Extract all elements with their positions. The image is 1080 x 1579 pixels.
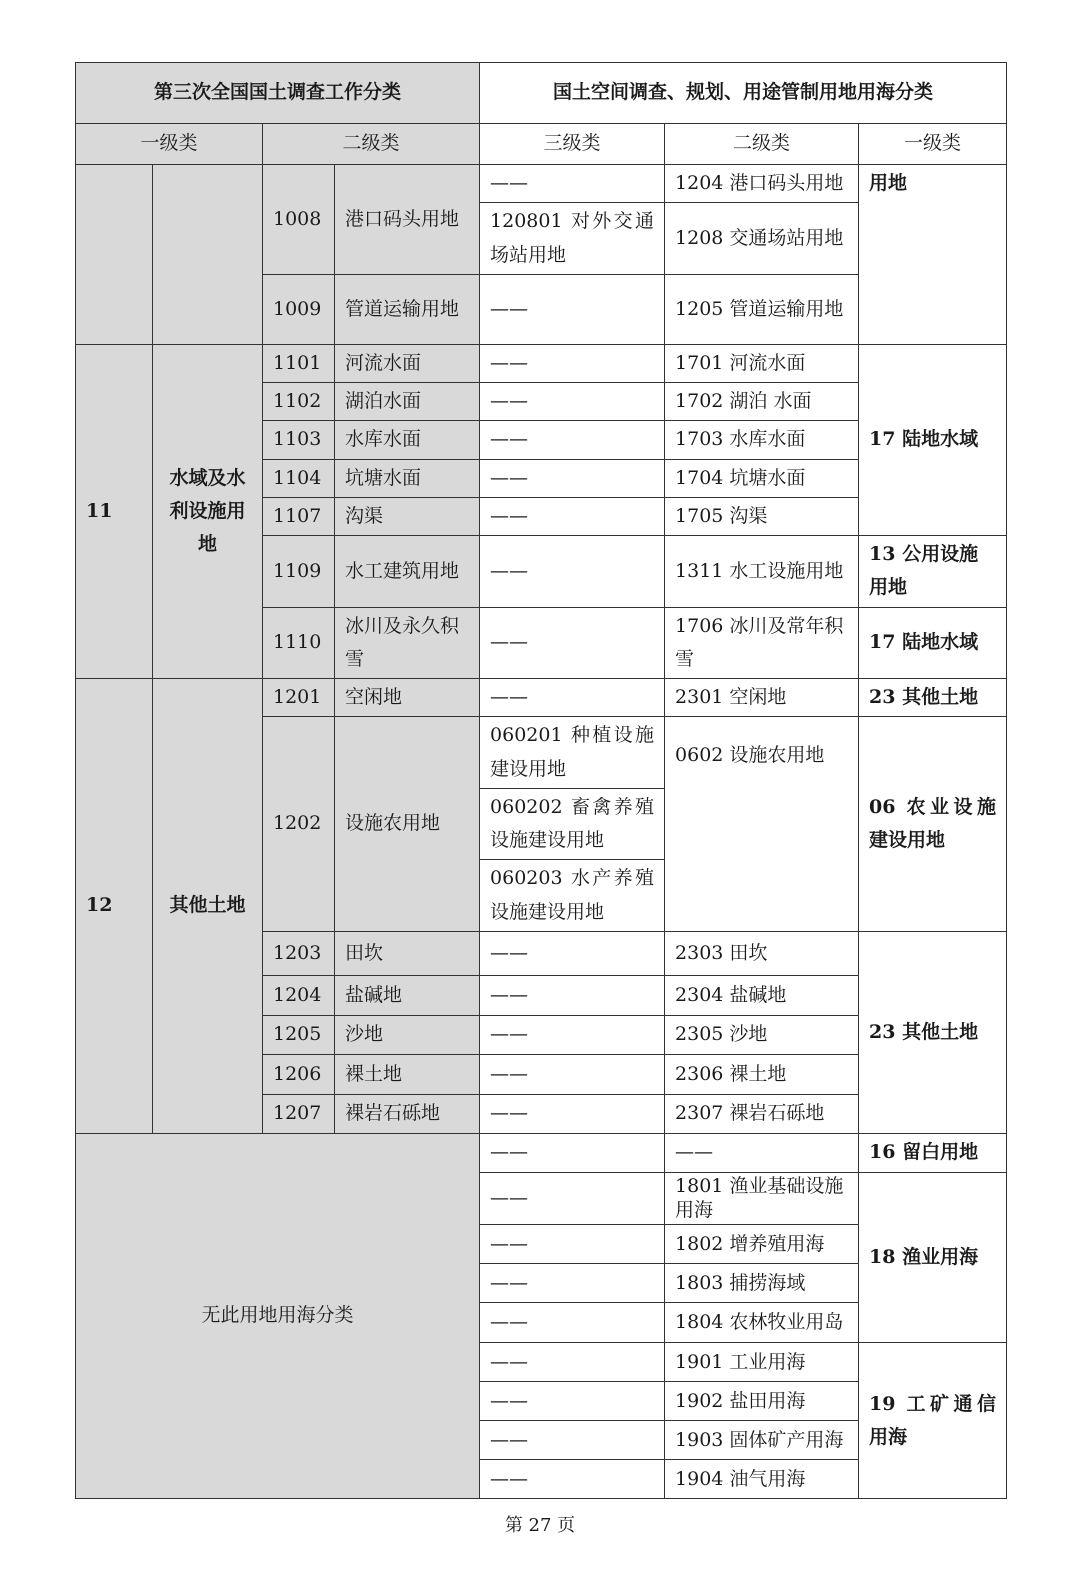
level1-right-cell: 用地	[859, 165, 1007, 345]
name-cell: 裸岩石砾地	[335, 1094, 480, 1133]
code-cell: 1103	[263, 421, 335, 459]
cell-empty	[76, 165, 153, 345]
name-1009: 管道运输用地	[335, 274, 480, 344]
level3-cell: 060203 水产养殖设施建设用地	[480, 860, 665, 932]
level2-right-cell: 1904 油气用海	[665, 1460, 859, 1499]
level2-right-cell: 1803 捕捞海域	[665, 1264, 859, 1303]
code-cell: 1206	[263, 1054, 335, 1094]
level2-right-cell: 2307 裸岩石砾地	[665, 1094, 859, 1133]
level2-right-cell: 0602 设施农用地	[665, 717, 859, 932]
name-cell: 盐碱地	[335, 975, 480, 1015]
name-cell: 坑塘水面	[335, 459, 480, 497]
code-cell: 1107	[263, 497, 335, 535]
name-1008: 港口码头用地	[335, 165, 480, 275]
level3-cell: 060201 种植设施建设用地	[480, 717, 665, 789]
name-cell: 湖泊水面	[335, 383, 480, 421]
level2-right-cell: 2303 田坎	[665, 931, 859, 975]
name-cell: 河流水面	[335, 344, 480, 382]
code-cell: 1203	[263, 931, 335, 975]
level2-right-cell: 1311 水工设施用地	[665, 536, 859, 608]
level3-cell: ——	[480, 1054, 665, 1094]
group-name-12: 其他土地	[153, 679, 263, 1134]
level2-right-cell: 2305 沙地	[665, 1015, 859, 1054]
level3-cell: ——	[480, 459, 665, 497]
code-1201: 1201	[263, 679, 335, 717]
subheader-level1-right: 一级类	[859, 124, 1007, 165]
code-1008: 1008	[263, 165, 335, 275]
level3-cell: ——	[480, 1225, 665, 1264]
header-left-title: 第三次全国国土调查工作分类	[76, 63, 480, 124]
level3-cell: ——	[480, 1303, 665, 1343]
subheader-level2-right: 二级类	[665, 124, 859, 165]
level3-cell: ——	[480, 421, 665, 459]
level1-right-cell: 13 公用设施用地	[859, 536, 1007, 608]
level2-right-cell: 2301 空闲地	[665, 679, 859, 717]
no-classification-label: 无此用地用海分类	[76, 1133, 480, 1499]
level2-right-cell: 1205 管道运输用地	[665, 274, 859, 344]
code-cell: 1102	[263, 383, 335, 421]
group-code-11: 11	[76, 344, 153, 678]
level3-cell: ——	[480, 679, 665, 717]
name-cell: 冰川及永久积雪	[335, 607, 480, 679]
name-1201: 空闲地	[335, 679, 480, 717]
level3-cell: ——	[480, 1133, 665, 1172]
code-cell: 1207	[263, 1094, 335, 1133]
code-cell: 1101	[263, 344, 335, 382]
level3-cell: ——	[480, 1094, 665, 1133]
level2-right-cell: 1901 工业用海	[665, 1343, 859, 1382]
code-cell: 1104	[263, 459, 335, 497]
level3-cell: ——	[480, 1343, 665, 1382]
level3-cell: 060202 畜禽养殖设施建设用地	[480, 788, 665, 860]
level3-cell: ——	[480, 536, 665, 608]
level1-right-cell: 16 留白用地	[859, 1133, 1007, 1172]
group-code-12: 12	[76, 679, 153, 1134]
level3-cell: ——	[480, 1460, 665, 1499]
code-cell: 1109	[263, 536, 335, 608]
level3-cell: ——	[480, 497, 665, 535]
code-1009: 1009	[263, 274, 335, 344]
name-cell: 水库水面	[335, 421, 480, 459]
level2-right-cell: 1208 交通场站用地	[665, 203, 859, 275]
level2-right-cell: 1702 湖泊 水面	[665, 383, 859, 421]
level3-cell: ——	[480, 607, 665, 679]
level2-right-cell: 1802 增养殖用海	[665, 1225, 859, 1264]
subheader-level2-left: 二级类	[263, 124, 480, 165]
group-name-11: 水域及水利设施用地	[153, 344, 263, 678]
name-cell: 裸土地	[335, 1054, 480, 1094]
level2-right-cell: 2306 裸土地	[665, 1054, 859, 1094]
level2-right-cell: 1705 沟渠	[665, 497, 859, 535]
cell-empty	[153, 165, 263, 345]
level1-right-cell: 23 其他土地	[859, 679, 1007, 717]
level1-right-cell: 18 渔业用海	[859, 1172, 1007, 1343]
level2-right-cell: 2304 盐碱地	[665, 975, 859, 1015]
level2-right-cell: 1706 冰川及常年积雪	[665, 607, 859, 679]
level3-cell: ——	[480, 1421, 665, 1460]
level1-right-cell: 06 农业设施建设用地	[859, 717, 1007, 932]
level2-right-cell: ——	[665, 1133, 859, 1172]
level3-cell: ——	[480, 1172, 665, 1225]
name-cell: 水工建筑用地	[335, 536, 480, 608]
level3-cell: ——	[480, 1015, 665, 1054]
name-cell: 田坎	[335, 931, 480, 975]
level2-right-cell: 1204 港口码头用地	[665, 165, 859, 203]
level3-cell: ——	[480, 1382, 665, 1421]
code-cell: 1204	[263, 975, 335, 1015]
name-1202: 设施农用地	[335, 717, 480, 932]
level2-right-cell: 1903 固体矿产用海	[665, 1421, 859, 1460]
level2-right-cell: 1701 河流水面	[665, 344, 859, 382]
level2-right-cell: 1801 渔业基础设施用海	[665, 1172, 859, 1225]
land-classification-table	[75, 62, 1007, 1499]
level1-right-cell: 17 陆地水域	[859, 344, 1007, 535]
level3-cell: ——	[480, 975, 665, 1015]
subheader-level3: 三级类	[480, 124, 665, 165]
level3-cell: ——	[480, 274, 665, 344]
level3-cell: ——	[480, 1264, 665, 1303]
level3-cell: ——	[480, 931, 665, 975]
level2-right-cell: 1703 水库水面	[665, 421, 859, 459]
code-cell: 1205	[263, 1015, 335, 1054]
header-right-title: 国土空间调查、规划、用途管制用地用海分类	[480, 63, 1007, 124]
level2-right-cell: 1704 坑塘水面	[665, 459, 859, 497]
level3-cell: ——	[480, 344, 665, 382]
level2-right-cell: 1902 盐田用海	[665, 1382, 859, 1421]
code-1202: 1202	[263, 717, 335, 932]
level1-right-cell: 17 陆地水域	[859, 607, 1007, 679]
page-number: 第 27 页	[504, 1515, 576, 1536]
code-cell: 1110	[263, 607, 335, 679]
level3-cell: ——	[480, 383, 665, 421]
level3-cell: 120801 对外交通场站用地	[480, 203, 665, 275]
level3-cell: ——	[480, 165, 665, 203]
level1-right-cell: 19 工矿通信用海	[859, 1343, 1007, 1499]
level1-right-cell: 23 其他土地	[859, 931, 1007, 1133]
name-cell: 沙地	[335, 1015, 480, 1054]
level2-right-cell: 1804 农林牧业用岛	[665, 1303, 859, 1343]
subheader-level1-left: 一级类	[76, 124, 263, 165]
name-cell: 沟渠	[335, 497, 480, 535]
